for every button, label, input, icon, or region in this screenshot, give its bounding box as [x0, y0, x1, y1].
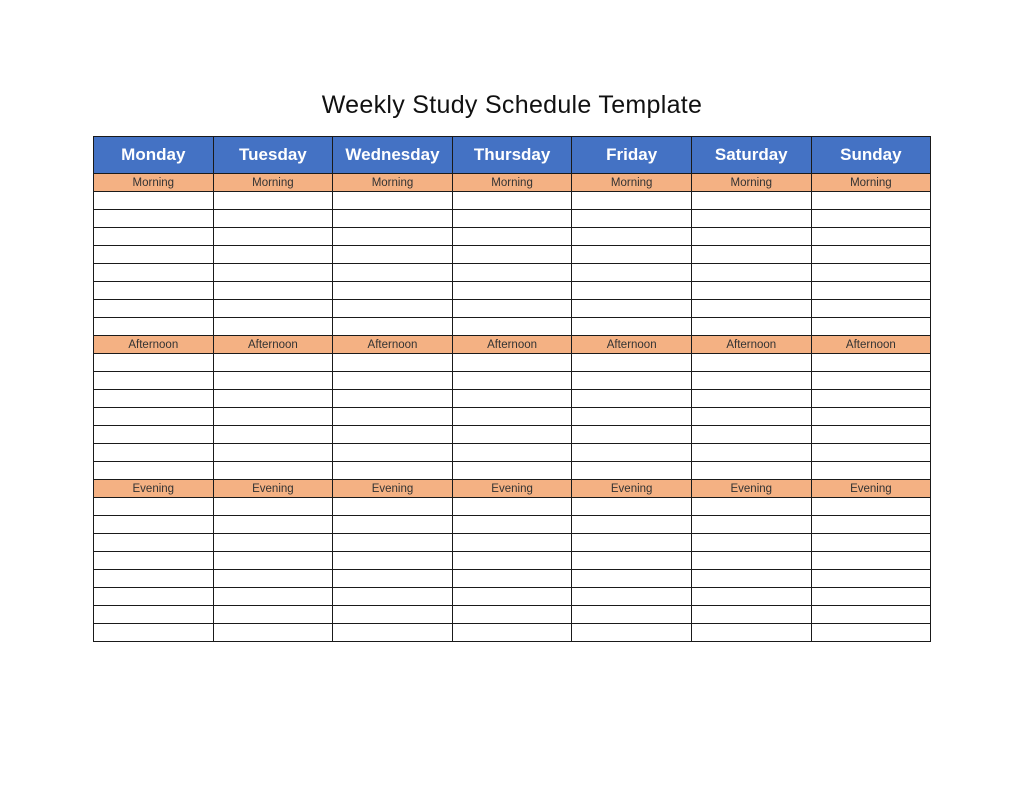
slot-cell-wednesday[interactable] — [333, 282, 453, 300]
slot-cell-saturday[interactable] — [691, 606, 811, 624]
slot-cell-thursday[interactable] — [452, 516, 572, 534]
slot-cell-sunday[interactable] — [811, 426, 931, 444]
slot-cell-thursday[interactable] — [452, 624, 572, 642]
period-label-friday: Morning — [572, 174, 692, 192]
slot-cell-thursday[interactable] — [452, 588, 572, 606]
slot-cell-tuesday[interactable] — [213, 570, 333, 588]
slot-cell-friday[interactable] — [572, 282, 692, 300]
slot-cell-sunday[interactable] — [811, 318, 931, 336]
slot-cell-saturday[interactable] — [691, 408, 811, 426]
slot-row — [94, 516, 931, 534]
slot-cell-sunday[interactable] — [811, 354, 931, 372]
slot-row — [94, 462, 931, 480]
slot-row — [94, 300, 931, 318]
period-label-monday: Morning — [94, 174, 214, 192]
slot-cell-saturday[interactable] — [691, 390, 811, 408]
slot-cell-sunday[interactable] — [811, 624, 931, 642]
slot-cell-tuesday[interactable] — [213, 264, 333, 282]
slot-cell-tuesday[interactable] — [213, 372, 333, 390]
slot-cell-wednesday[interactable] — [333, 444, 453, 462]
slot-cell-sunday[interactable] — [811, 372, 931, 390]
slot-cell-tuesday[interactable] — [213, 318, 333, 336]
slot-cell-friday[interactable] — [572, 516, 692, 534]
slot-cell-saturday[interactable] — [691, 210, 811, 228]
slot-cell-thursday[interactable] — [452, 408, 572, 426]
slot-row — [94, 282, 931, 300]
slot-cell-tuesday[interactable] — [213, 228, 333, 246]
slot-cell-saturday[interactable] — [691, 372, 811, 390]
slot-row — [94, 246, 931, 264]
slot-row — [94, 498, 931, 516]
slot-cell-wednesday[interactable] — [333, 426, 453, 444]
slot-row — [94, 390, 931, 408]
slot-row — [94, 192, 931, 210]
slot-cell-friday[interactable] — [572, 246, 692, 264]
slot-cell-friday[interactable] — [572, 588, 692, 606]
slot-cell-monday[interactable] — [94, 246, 214, 264]
slot-cell-thursday[interactable] — [452, 534, 572, 552]
slot-cell-thursday[interactable] — [452, 354, 572, 372]
slot-cell-monday[interactable] — [94, 624, 214, 642]
period-label-saturday: Morning — [691, 174, 811, 192]
slot-cell-tuesday[interactable] — [213, 282, 333, 300]
slot-cell-friday[interactable] — [572, 444, 692, 462]
slot-cell-saturday[interactable] — [691, 318, 811, 336]
period-label-saturday: Afternoon — [691, 336, 811, 354]
slot-cell-saturday[interactable] — [691, 534, 811, 552]
period-label-sunday: Afternoon — [811, 336, 931, 354]
period-label-monday: Afternoon — [94, 336, 214, 354]
slot-cell-friday[interactable] — [572, 552, 692, 570]
slot-cell-saturday[interactable] — [691, 228, 811, 246]
slot-cell-sunday[interactable] — [811, 534, 931, 552]
day-header-monday: Monday — [94, 137, 214, 174]
period-label-friday: Evening — [572, 480, 692, 498]
slot-cell-saturday[interactable] — [691, 588, 811, 606]
slot-cell-monday[interactable] — [94, 300, 214, 318]
slot-cell-tuesday[interactable] — [213, 390, 333, 408]
slot-cell-thursday[interactable] — [452, 318, 572, 336]
slot-cell-wednesday[interactable] — [333, 372, 453, 390]
slot-cell-thursday[interactable] — [452, 444, 572, 462]
slot-cell-friday[interactable] — [572, 228, 692, 246]
period-label-tuesday: Morning — [213, 174, 333, 192]
slot-cell-monday[interactable] — [94, 588, 214, 606]
slot-cell-monday[interactable] — [94, 498, 214, 516]
slot-cell-friday[interactable] — [572, 624, 692, 642]
slot-cell-wednesday[interactable] — [333, 606, 453, 624]
slot-cell-sunday[interactable] — [811, 228, 931, 246]
slot-cell-sunday[interactable] — [811, 210, 931, 228]
day-header-wednesday: Wednesday — [333, 137, 453, 174]
slot-cell-tuesday[interactable] — [213, 516, 333, 534]
slot-cell-thursday[interactable] — [452, 570, 572, 588]
slot-cell-tuesday[interactable] — [213, 444, 333, 462]
slot-cell-tuesday[interactable] — [213, 426, 333, 444]
slot-cell-sunday[interactable] — [811, 408, 931, 426]
slot-cell-sunday[interactable] — [811, 570, 931, 588]
slot-cell-sunday[interactable] — [811, 462, 931, 480]
period-label-tuesday: Evening — [213, 480, 333, 498]
slot-cell-monday[interactable] — [94, 444, 214, 462]
period-label-wednesday: Evening — [333, 480, 453, 498]
slot-cell-thursday[interactable] — [452, 372, 572, 390]
slot-cell-friday[interactable] — [572, 606, 692, 624]
slot-cell-tuesday[interactable] — [213, 300, 333, 318]
slot-cell-thursday[interactable] — [452, 192, 572, 210]
slot-cell-wednesday[interactable] — [333, 300, 453, 318]
slot-cell-tuesday[interactable] — [213, 534, 333, 552]
slot-cell-wednesday[interactable] — [333, 588, 453, 606]
period-row-morning — [94, 174, 931, 192]
slot-cell-sunday[interactable] — [811, 444, 931, 462]
period-label-friday: Afternoon — [572, 336, 692, 354]
schedule-body — [94, 174, 931, 642]
slot-cell-friday[interactable] — [572, 408, 692, 426]
slot-cell-saturday[interactable] — [691, 192, 811, 210]
day-header-saturday: Saturday — [691, 137, 811, 174]
slot-cell-sunday[interactable] — [811, 498, 931, 516]
slot-cell-saturday[interactable] — [691, 444, 811, 462]
slot-row — [94, 624, 931, 642]
period-label-wednesday: Morning — [333, 174, 453, 192]
slot-cell-sunday[interactable] — [811, 552, 931, 570]
slot-cell-tuesday[interactable] — [213, 246, 333, 264]
slot-cell-friday[interactable] — [572, 318, 692, 336]
slot-cell-thursday[interactable] — [452, 228, 572, 246]
slot-cell-friday[interactable] — [572, 390, 692, 408]
slot-cell-wednesday[interactable] — [333, 570, 453, 588]
slot-cell-wednesday[interactable] — [333, 192, 453, 210]
slot-cell-monday[interactable] — [94, 606, 214, 624]
slot-cell-friday[interactable] — [572, 498, 692, 516]
slot-cell-saturday[interactable] — [691, 300, 811, 318]
slot-cell-saturday[interactable] — [691, 246, 811, 264]
slot-cell-wednesday[interactable] — [333, 318, 453, 336]
slot-cell-monday[interactable] — [94, 534, 214, 552]
slot-cell-thursday[interactable] — [452, 498, 572, 516]
period-row-afternoon — [94, 336, 931, 354]
slot-cell-thursday[interactable] — [452, 246, 572, 264]
slot-cell-wednesday[interactable] — [333, 498, 453, 516]
slot-cell-thursday[interactable] — [452, 300, 572, 318]
slot-cell-friday[interactable] — [572, 534, 692, 552]
slot-cell-thursday[interactable] — [452, 282, 572, 300]
day-header-row — [94, 137, 931, 174]
slot-cell-tuesday[interactable] — [213, 588, 333, 606]
slot-cell-wednesday[interactable] — [333, 624, 453, 642]
period-label-tuesday: Afternoon — [213, 336, 333, 354]
slot-cell-sunday[interactable] — [811, 246, 931, 264]
slot-row — [94, 426, 931, 444]
slot-cell-thursday[interactable] — [452, 210, 572, 228]
slot-cell-saturday[interactable] — [691, 426, 811, 444]
slot-cell-friday[interactable] — [572, 462, 692, 480]
slot-cell-wednesday[interactable] — [333, 246, 453, 264]
slot-cell-monday[interactable] — [94, 570, 214, 588]
slot-cell-wednesday[interactable] — [333, 516, 453, 534]
day-header-tuesday: Tuesday — [213, 137, 333, 174]
slot-cell-tuesday[interactable] — [213, 462, 333, 480]
slot-row — [94, 570, 931, 588]
slot-cell-monday[interactable] — [94, 372, 214, 390]
slot-cell-monday[interactable] — [94, 390, 214, 408]
slot-row — [94, 228, 931, 246]
slot-cell-sunday[interactable] — [811, 390, 931, 408]
slot-cell-friday[interactable] — [572, 426, 692, 444]
slot-cell-monday[interactable] — [94, 228, 214, 246]
slot-cell-saturday[interactable] — [691, 570, 811, 588]
schedule-table — [93, 136, 931, 642]
slot-cell-monday[interactable] — [94, 516, 214, 534]
slot-cell-monday[interactable] — [94, 210, 214, 228]
slot-cell-tuesday[interactable] — [213, 408, 333, 426]
slot-row — [94, 264, 931, 282]
slot-cell-tuesday[interactable] — [213, 498, 333, 516]
period-label-thursday: Afternoon — [452, 336, 572, 354]
slot-cell-thursday[interactable] — [452, 390, 572, 408]
slot-cell-wednesday[interactable] — [333, 534, 453, 552]
slot-cell-sunday[interactable] — [811, 588, 931, 606]
slot-cell-wednesday[interactable] — [333, 228, 453, 246]
slot-cell-thursday[interactable] — [452, 606, 572, 624]
slot-cell-saturday[interactable] — [691, 354, 811, 372]
slot-cell-saturday[interactable] — [691, 624, 811, 642]
period-label-thursday: Morning — [452, 174, 572, 192]
slot-cell-friday[interactable] — [572, 372, 692, 390]
slot-cell-tuesday[interactable] — [213, 552, 333, 570]
slot-row — [94, 552, 931, 570]
period-label-monday: Evening — [94, 480, 214, 498]
day-header-sunday: Sunday — [811, 137, 931, 174]
slot-cell-wednesday[interactable] — [333, 210, 453, 228]
slot-cell-monday[interactable] — [94, 552, 214, 570]
slot-cell-sunday[interactable] — [811, 192, 931, 210]
slot-cell-tuesday[interactable] — [213, 210, 333, 228]
slot-row — [94, 372, 931, 390]
slot-cell-sunday[interactable] — [811, 264, 931, 282]
slot-cell-monday[interactable] — [94, 282, 214, 300]
slot-cell-sunday[interactable] — [811, 516, 931, 534]
slot-cell-monday[interactable] — [94, 354, 214, 372]
period-row-evening — [94, 480, 931, 498]
slot-cell-wednesday[interactable] — [333, 462, 453, 480]
slot-cell-tuesday[interactable] — [213, 354, 333, 372]
period-label-thursday: Evening — [452, 480, 572, 498]
period-label-wednesday: Afternoon — [333, 336, 453, 354]
slot-cell-saturday[interactable] — [691, 552, 811, 570]
slot-cell-saturday[interactable] — [691, 282, 811, 300]
slot-cell-friday[interactable] — [572, 210, 692, 228]
slot-row — [94, 444, 931, 462]
slot-cell-thursday[interactable] — [452, 264, 572, 282]
slot-cell-thursday[interactable] — [452, 462, 572, 480]
slot-cell-friday[interactable] — [572, 570, 692, 588]
period-label-saturday: Evening — [691, 480, 811, 498]
slot-cell-monday[interactable] — [94, 264, 214, 282]
slot-cell-wednesday[interactable] — [333, 408, 453, 426]
period-label-sunday: Morning — [811, 174, 931, 192]
slot-cell-thursday[interactable] — [452, 426, 572, 444]
slot-row — [94, 408, 931, 426]
day-header-thursday: Thursday — [452, 137, 572, 174]
page-title: Weekly Study Schedule Template — [321, 91, 703, 119]
slot-cell-monday[interactable] — [94, 318, 214, 336]
slot-cell-sunday[interactable] — [811, 282, 931, 300]
slot-cell-saturday[interactable] — [691, 516, 811, 534]
slot-cell-wednesday[interactable] — [333, 264, 453, 282]
slot-cell-sunday[interactable] — [811, 300, 931, 318]
slot-cell-thursday[interactable] — [452, 552, 572, 570]
slot-cell-friday[interactable] — [572, 264, 692, 282]
slot-cell-saturday[interactable] — [691, 498, 811, 516]
slot-row — [94, 534, 931, 552]
slot-row — [94, 354, 931, 372]
slot-cell-saturday[interactable] — [691, 462, 811, 480]
slot-cell-monday[interactable] — [94, 408, 214, 426]
slot-row — [94, 588, 931, 606]
slot-row — [94, 606, 931, 624]
slot-cell-wednesday[interactable] — [333, 390, 453, 408]
slot-cell-tuesday[interactable] — [213, 606, 333, 624]
slot-cell-monday[interactable] — [94, 462, 214, 480]
slot-cell-tuesday[interactable] — [213, 624, 333, 642]
slot-cell-monday[interactable] — [94, 426, 214, 444]
slot-cell-saturday[interactable] — [691, 264, 811, 282]
slot-cell-wednesday[interactable] — [333, 354, 453, 372]
period-label-sunday: Evening — [811, 480, 931, 498]
slot-cell-friday[interactable] — [572, 300, 692, 318]
slot-cell-sunday[interactable] — [811, 606, 931, 624]
slot-cell-tuesday[interactable] — [213, 192, 333, 210]
slot-row — [94, 210, 931, 228]
slot-row — [94, 318, 931, 336]
day-header-friday: Friday — [572, 137, 692, 174]
slot-cell-monday[interactable] — [94, 192, 214, 210]
slot-cell-friday[interactable] — [572, 192, 692, 210]
slot-cell-wednesday[interactable] — [333, 552, 453, 570]
slot-cell-friday[interactable] — [572, 354, 692, 372]
